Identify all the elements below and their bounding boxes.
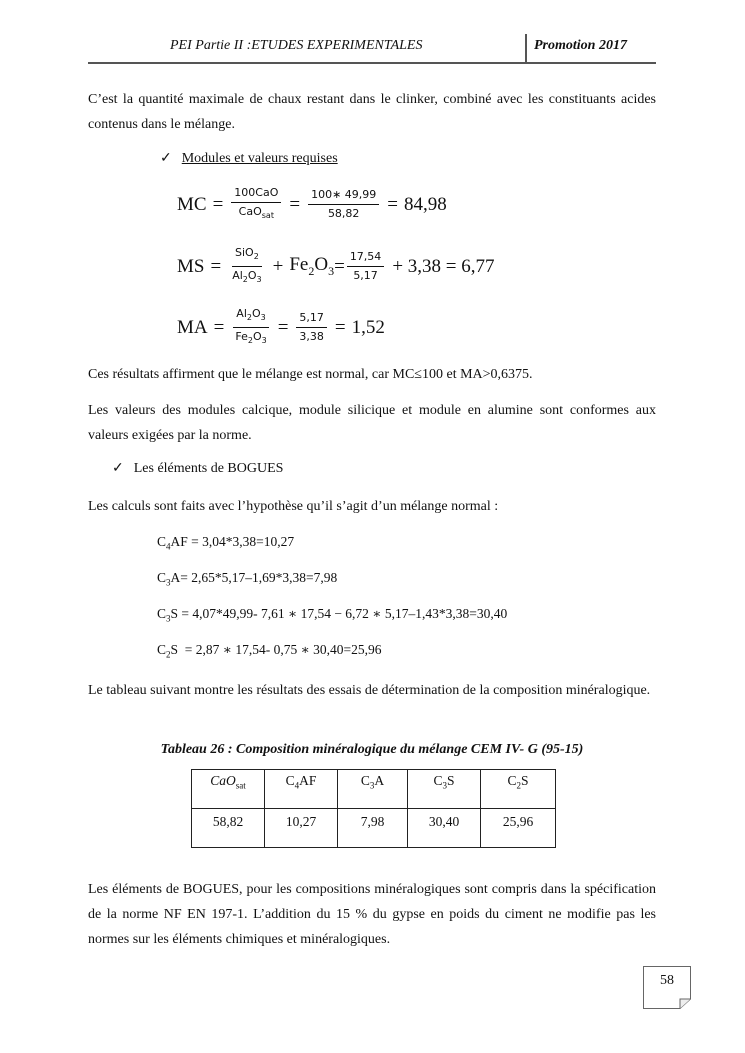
equation-c4af: $C_4AF = 3,04*3,38=10,27$ bbox=[157, 534, 295, 552]
table-cell: 58,82 bbox=[192, 809, 265, 848]
header-rule bbox=[88, 62, 656, 64]
checkmark-icon: ✓ bbox=[160, 151, 172, 166]
table-header-cell: $C_3S$ bbox=[408, 770, 481, 809]
formula-mc-fraction-1: $\frac{\text{100CaO}}{CaO_{sat}}$ bbox=[231, 186, 281, 223]
equation-c2s: $C_2S = 2,87$ ∗ 17,54- 0,75 ∗ 30,40=25,96 bbox=[157, 642, 382, 660]
table-cell: 10,27 bbox=[265, 809, 338, 848]
formula-ms-label: MS bbox=[177, 255, 205, 277]
checkmark-icon: ✓ bbox=[112, 461, 124, 476]
formula-ma: MA = $\frac{Al_2O_3}{Fe_2O_3}$ = $\frac{5,17}{3,38}$ = 1,52 bbox=[177, 307, 385, 348]
equation-c3s: $C_3S = 4,07*49,99-$ 7,61 ∗ 17,54 − 6,72 ∗ 5,17–1,43*3,38=30,40 bbox=[157, 606, 508, 624]
table-cell: 25,96 bbox=[481, 809, 556, 848]
page-number-box bbox=[643, 966, 691, 1009]
formula-mc-label: MC bbox=[177, 193, 207, 215]
formula-ms-fraction-1: $\frac{SiO_2}{Al_2O_3}$ bbox=[232, 246, 262, 285]
paragraph-tableau: Le tableau suivant montre les résultats des essais de détermination de la composition minéralogique. bbox=[88, 683, 651, 698]
paragraph-calculs: Les calculs sont faits avec l’hypothèse qu’il s’agit d’un mélange normal : bbox=[88, 499, 499, 514]
table-header-cell: $C_3A$ bbox=[338, 770, 408, 809]
table-cell: 30,40 bbox=[408, 809, 481, 848]
formula-ms: MS = $\frac{SiO_2}{Al_2O_3}$ + $Fe_2O_3$ = $\frac{17,54}{5,17}$ + 3,38 = 6,77 bbox=[177, 246, 495, 287]
formula-ms-tail: + 3,38 = 6,77 bbox=[392, 255, 495, 277]
equation-c3a: $C_3A= 2,65*5,17-1,69*3,38=7,98$ bbox=[157, 570, 338, 588]
header-title: PEI Partie II :ETUDES EXPERIMENTALES bbox=[170, 38, 423, 53]
paragraph-resultats: Ces résultats affirment que le mélange est normal, car MC≤100 et MA>0,6375. bbox=[88, 367, 533, 382]
formula-ms-fraction-2: $\frac{17,54}{5,17}$ bbox=[347, 250, 385, 283]
header-promotion: Promotion 2017 bbox=[534, 38, 627, 53]
formula-ms-fe2o3: $Fe_2O_3$ bbox=[289, 254, 335, 279]
formula-mc-fraction-2: $\frac{100∗ 49,99}{58,82}$ bbox=[308, 188, 379, 221]
table-header-cell: CaO$_{sat}$ bbox=[192, 770, 265, 809]
paragraph-chaux: C’est la quantité maximale de chaux restant dans le clinker, combiné avec les constituants acides contenus dans le mélange. bbox=[88, 92, 656, 132]
bullet-modules bbox=[160, 150, 338, 167]
table-caption: Tableau 26 : Composition minéralogique du mélange CEM IV- G (95-15) bbox=[160, 742, 584, 757]
table-row bbox=[192, 809, 556, 848]
header-divider bbox=[525, 34, 527, 63]
paragraph-valeurs: Les valeurs des modules calcique, module silicique et module en alumine sont conformes aux valeurs exigées par la norme. bbox=[88, 403, 656, 443]
table-cell: 7,98 bbox=[338, 809, 408, 848]
formula-ma-label: MA bbox=[177, 316, 208, 338]
page-number: 58 bbox=[660, 973, 674, 988]
bullet-bogues bbox=[112, 460, 283, 477]
bullet-modules-label: Modules et valeurs requises bbox=[181, 151, 338, 166]
formula-ma-result: 1,52 bbox=[351, 316, 385, 338]
paragraph-final: Les éléments de BOGUES, pour les compositions minéralogiques sont compris dans la spécification de la norme NF EN 197-1. L’addition du 15 % du gypse en poids du ciment ne modifie pas les normes sur les éléments chimiques et minéralogiques. bbox=[88, 882, 656, 947]
table-header-row bbox=[192, 770, 556, 809]
formula-mc: MC = $\frac{\text{100CaO}}{CaO_{sat}}$ = $\frac{100∗ 49,99}{58,82}$ = 84,98 bbox=[177, 186, 447, 223]
composition-table bbox=[191, 769, 556, 848]
formula-mc-result: 84,98 bbox=[404, 193, 447, 215]
formula-ma-fraction-2: $\frac{5,17}{3,38}$ bbox=[296, 311, 327, 344]
table-header-cell: $C_4AF$ bbox=[265, 770, 338, 809]
bullet-bogues-label: Les éléments de BOGUES bbox=[133, 461, 284, 476]
formula-ma-fraction-1: $\frac{Al_2O_3}{Fe_2O_3}$ bbox=[232, 307, 269, 348]
table-header-cell: $C_2S$ bbox=[481, 770, 556, 809]
